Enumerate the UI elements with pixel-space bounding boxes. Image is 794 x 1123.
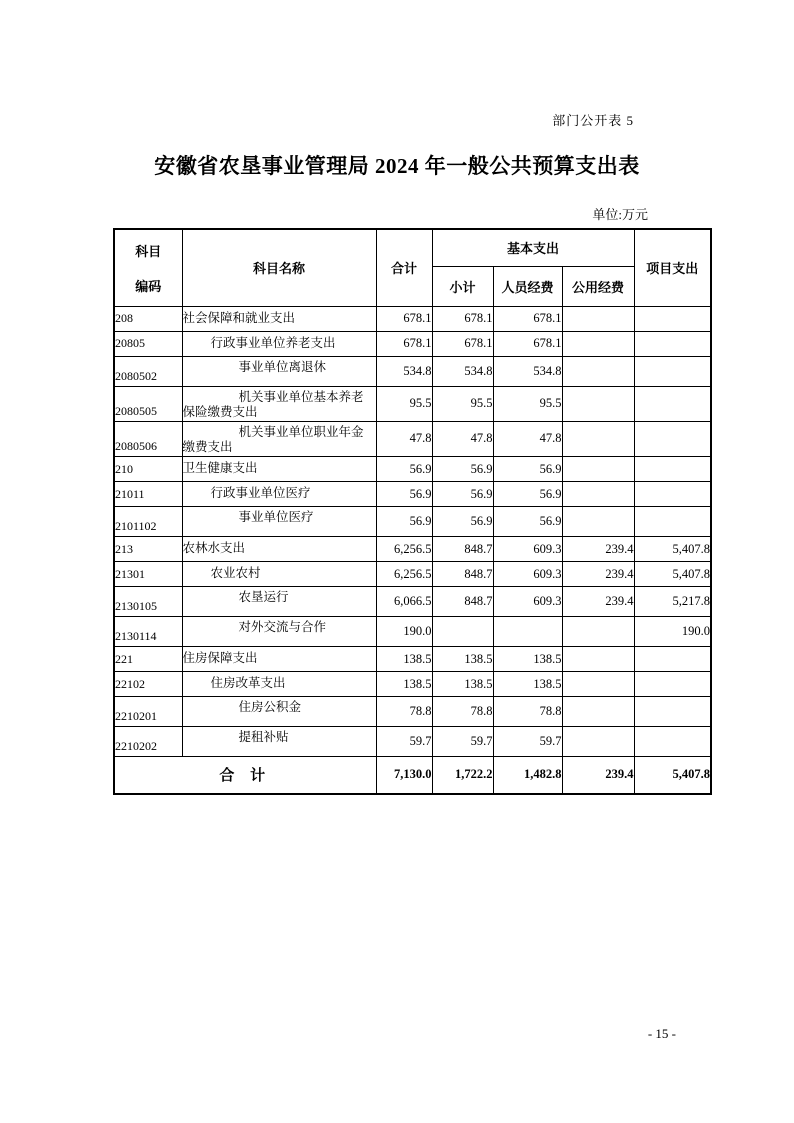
page-title: 安徽省农垦事业管理局 2024 年一般公共预算支出表 — [154, 154, 640, 178]
cell-public-funds — [562, 356, 634, 386]
cell-subject-code: 20805 — [114, 331, 182, 356]
cell-basic-subtotal: 78.8 — [432, 697, 493, 727]
cell-subject-code: 213 — [114, 537, 182, 562]
cell-personnel-funds: 678.1 — [493, 306, 562, 331]
cell-basic-subtotal: 848.7 — [432, 562, 493, 587]
cell-total: 56.9 — [376, 482, 432, 507]
cell-total: 678.1 — [376, 306, 432, 331]
cell-total: 59.7 — [376, 727, 432, 757]
cell-subject-code: 2080505 — [114, 386, 182, 421]
header-subject-code-line1: 科目 — [135, 243, 162, 259]
header-basic-public: 公用经费 — [562, 266, 634, 306]
cell-public-funds: 239.4 — [562, 587, 634, 617]
table-header — [114, 229, 711, 306]
cell-total: 534.8 — [376, 356, 432, 386]
total-cell-total: 7,130.0 — [376, 757, 432, 794]
cell-basic-subtotal: 534.8 — [432, 356, 493, 386]
cell-subject-name: 对外交流与合作 — [182, 617, 376, 647]
cell-total: 95.5 — [376, 386, 432, 421]
unit-label: 单位:万元 — [592, 207, 648, 222]
cell-total: 190.0 — [376, 617, 432, 647]
cell-subject-code: 208 — [114, 306, 182, 331]
cell-subject-name: 行政事业单位养老支出 — [182, 331, 376, 356]
cell-subject-code: 21301 — [114, 562, 182, 587]
total-row-label: 合 计 — [114, 757, 376, 794]
table-row — [114, 507, 711, 537]
cell-total: 56.9 — [376, 457, 432, 482]
table-row — [114, 537, 711, 562]
cell-basic-subtotal: 59.7 — [432, 727, 493, 757]
cell-basic-subtotal: 56.9 — [432, 482, 493, 507]
cell-project-expenditure: 190.0 — [634, 617, 711, 647]
cell-personnel-funds: 534.8 — [493, 356, 562, 386]
cell-personnel-funds: 56.9 — [493, 482, 562, 507]
cell-basic-subtotal — [432, 617, 493, 647]
cell-subject-name: 提租补贴 — [182, 727, 376, 757]
header-subject-name: 科目名称 — [182, 229, 376, 306]
cell-project-expenditure — [634, 421, 711, 456]
cell-subject-code: 2101102 — [114, 507, 182, 537]
header-subject-code-lines — [115, 233, 182, 303]
cell-public-funds — [562, 647, 634, 672]
table-row — [114, 482, 711, 507]
cell-total: 678.1 — [376, 331, 432, 356]
table-row — [114, 457, 711, 482]
cell-personnel-funds: 47.8 — [493, 421, 562, 456]
table-row — [114, 587, 711, 617]
cell-subject-name: 住房改革支出 — [182, 672, 376, 697]
total-cell-basic-subtotal: 1,722.2 — [432, 757, 493, 794]
table-row — [114, 356, 711, 386]
table-row — [114, 386, 711, 421]
total-cell-project-expenditure: 5,407.8 — [634, 757, 711, 794]
cell-subject-code: 221 — [114, 647, 182, 672]
cell-public-funds: 239.4 — [562, 562, 634, 587]
table-row — [114, 672, 711, 697]
cell-subject-name: 事业单位离退休 — [182, 356, 376, 386]
header-basic-expenditure: 基本支出 — [432, 229, 634, 266]
cell-public-funds — [562, 697, 634, 727]
cell-personnel-funds: 95.5 — [493, 386, 562, 421]
cell-public-funds — [562, 457, 634, 482]
cell-basic-subtotal: 95.5 — [432, 386, 493, 421]
cell-public-funds — [562, 482, 634, 507]
cell-total: 6,066.5 — [376, 587, 432, 617]
cell-total: 6,256.5 — [376, 537, 432, 562]
cell-personnel-funds: 609.3 — [493, 562, 562, 587]
cell-basic-subtotal: 56.9 — [432, 457, 493, 482]
cell-personnel-funds: 56.9 — [493, 457, 562, 482]
cell-total: 56.9 — [376, 507, 432, 537]
budget-table — [113, 228, 712, 795]
cell-public-funds — [562, 306, 634, 331]
table-row — [114, 331, 711, 356]
cell-subject-name: 机关事业单位基本养老保险缴费支出 — [182, 386, 376, 421]
cell-personnel-funds: 78.8 — [493, 697, 562, 727]
cell-total: 47.8 — [376, 421, 432, 456]
cell-subject-name: 行政事业单位医疗 — [182, 482, 376, 507]
header-basic-subtotal: 小计 — [432, 266, 493, 306]
page-number: - 15 - — [647, 1026, 676, 1041]
cell-personnel-funds: 678.1 — [493, 331, 562, 356]
cell-basic-subtotal: 47.8 — [432, 421, 493, 456]
cell-personnel-funds: 609.3 — [493, 537, 562, 562]
table-row — [114, 306, 711, 331]
cell-project-expenditure: 5,217.8 — [634, 587, 711, 617]
cell-project-expenditure — [634, 507, 711, 537]
cell-subject-code: 2080502 — [114, 356, 182, 386]
cell-project-expenditure — [634, 331, 711, 356]
cell-subject-code: 210 — [114, 457, 182, 482]
cell-total: 138.5 — [376, 672, 432, 697]
cell-public-funds — [562, 617, 634, 647]
cell-subject-code: 2130114 — [114, 617, 182, 647]
cell-subject-name: 农林水支出 — [182, 537, 376, 562]
doc-label: 部门公开表 5 — [552, 113, 634, 128]
cell-basic-subtotal: 848.7 — [432, 587, 493, 617]
header-row-1 — [114, 229, 711, 266]
cell-project-expenditure — [634, 306, 711, 331]
cell-project-expenditure — [634, 482, 711, 507]
cell-public-funds — [562, 727, 634, 757]
cell-subject-code: 21011 — [114, 482, 182, 507]
cell-basic-subtotal: 678.1 — [432, 331, 493, 356]
header-subject-code — [114, 229, 182, 306]
cell-personnel-funds — [493, 617, 562, 647]
cell-project-expenditure — [634, 727, 711, 757]
cell-public-funds: 239.4 — [562, 537, 634, 562]
header-total: 合计 — [376, 229, 432, 306]
cell-subject-name: 农业农村 — [182, 562, 376, 587]
table-row — [114, 617, 711, 647]
total-cell-personnel-funds: 1,482.8 — [493, 757, 562, 794]
cell-personnel-funds: 138.5 — [493, 647, 562, 672]
cell-project-expenditure: 5,407.8 — [634, 537, 711, 562]
cell-public-funds — [562, 386, 634, 421]
cell-total: 138.5 — [376, 647, 432, 672]
header-basic-personnel: 人员经费 — [493, 266, 562, 306]
cell-subject-name: 事业单位医疗 — [182, 507, 376, 537]
cell-public-funds — [562, 672, 634, 697]
cell-subject-code: 2130105 — [114, 587, 182, 617]
total-row — [114, 757, 711, 794]
cell-subject-code: 22102 — [114, 672, 182, 697]
cell-project-expenditure — [634, 697, 711, 727]
table-row — [114, 421, 711, 456]
cell-subject-name: 农垦运行 — [182, 587, 376, 617]
cell-subject-name: 住房保障支出 — [182, 647, 376, 672]
cell-personnel-funds: 138.5 — [493, 672, 562, 697]
cell-basic-subtotal: 56.9 — [432, 507, 493, 537]
cell-total: 78.8 — [376, 697, 432, 727]
cell-public-funds — [562, 331, 634, 356]
table-body — [114, 306, 711, 794]
cell-project-expenditure — [634, 457, 711, 482]
cell-basic-subtotal: 138.5 — [432, 672, 493, 697]
table-row — [114, 697, 711, 727]
cell-personnel-funds: 59.7 — [493, 727, 562, 757]
cell-subject-code: 2210201 — [114, 697, 182, 727]
cell-subject-name: 机关事业单位职业年金缴费支出 — [182, 421, 376, 456]
cell-personnel-funds: 56.9 — [493, 507, 562, 537]
cell-subject-name: 住房公积金 — [182, 697, 376, 727]
cell-personnel-funds: 609.3 — [493, 587, 562, 617]
cell-project-expenditure: 5,407.8 — [634, 562, 711, 587]
table-row — [114, 562, 711, 587]
cell-basic-subtotal: 848.7 — [432, 537, 493, 562]
cell-basic-subtotal: 138.5 — [432, 647, 493, 672]
table-row — [114, 647, 711, 672]
cell-subject-code: 2210202 — [114, 727, 182, 757]
total-cell-public-funds: 239.4 — [562, 757, 634, 794]
cell-project-expenditure — [634, 386, 711, 421]
cell-public-funds — [562, 421, 634, 456]
table-row — [114, 727, 711, 757]
cell-project-expenditure — [634, 647, 711, 672]
cell-basic-subtotal: 678.1 — [432, 306, 493, 331]
cell-total: 6,256.5 — [376, 562, 432, 587]
header-project-expenditure: 项目支出 — [634, 229, 711, 306]
cell-subject-name: 社会保障和就业支出 — [182, 306, 376, 331]
cell-project-expenditure — [634, 356, 711, 386]
cell-subject-code: 2080506 — [114, 421, 182, 456]
header-subject-code-line2: 编码 — [135, 278, 162, 294]
cell-public-funds — [562, 507, 634, 537]
cell-subject-name: 卫生健康支出 — [182, 457, 376, 482]
cell-project-expenditure — [634, 672, 711, 697]
